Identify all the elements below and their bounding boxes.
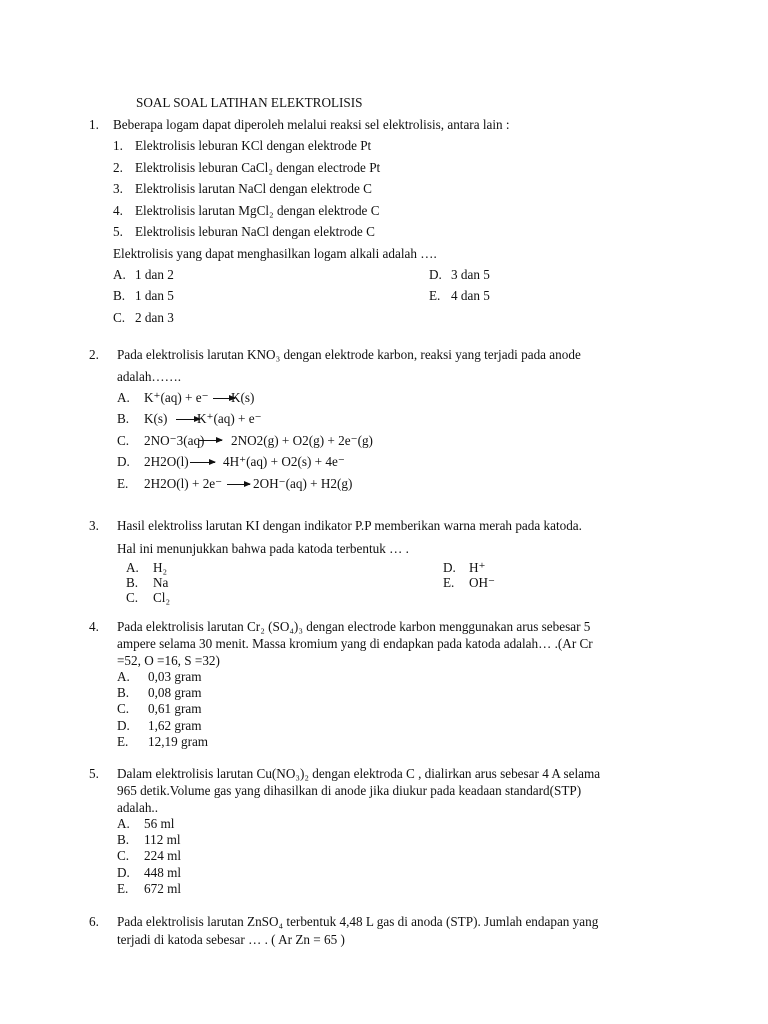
option-text: H⁺ (469, 560, 486, 575)
question-stem: =52, O =16, S =32) (117, 653, 220, 668)
option-text: 1,62 gram (148, 718, 202, 733)
option-label: E. (117, 476, 129, 491)
option-label: C. (126, 590, 139, 605)
question-number: 6. (89, 914, 99, 929)
option-label: B. (117, 832, 130, 847)
reaction-reactant: 2NO⁻3(aq) (144, 433, 205, 448)
option-label: D. (117, 454, 130, 469)
option-text: H₂ (153, 560, 168, 575)
question-number: 3. (89, 518, 99, 533)
reaction-product: K⁺(aq) + e⁻ (197, 411, 262, 426)
option-label: D. (443, 560, 456, 575)
question-number: 4. (89, 619, 99, 634)
option-text: 12,19 gram (148, 734, 209, 749)
option-text: 3 dan 5 (451, 267, 490, 282)
list-item: Elektrolisis leburan KCl dengan elektrode Pt (135, 138, 372, 153)
option-text: 0,03 gram (148, 669, 202, 684)
option-text: 672 ml (144, 881, 181, 896)
question-prompt: Elektrolisis yang dapat menghasilkan logam alkali adalah …. (113, 246, 437, 261)
option-text: 2 dan 3 (135, 310, 174, 325)
option-text: 4 dan 5 (451, 288, 490, 303)
option-text: 56 ml (144, 816, 175, 831)
question-stem: Hasil elektroliss larutan KI dengan indikator P.P memberikan warna merah pada katoda. (117, 518, 582, 533)
option-text: 448 ml (144, 865, 181, 880)
option-label: D. (117, 865, 130, 880)
question-stem: terjadi di katoda sebesar … . ( Ar Zn = 65 ) (117, 932, 345, 947)
option-label: D. (429, 267, 442, 282)
option-text: 224 ml (144, 848, 181, 863)
option-label: B. (117, 685, 130, 700)
option-label: C. (117, 701, 130, 716)
question-stem: Pada elektrolisis larutan ZnSO₄ terbentuk 4,48 L gas di anoda (STP). Jumlah endapan yang (117, 914, 599, 929)
option-text: 0,61 gram (148, 701, 202, 716)
list-item-number: 2. (113, 160, 123, 175)
option-text: 1 dan 2 (135, 267, 174, 282)
reaction-reactant: 2H2O(l) + 2e⁻ (144, 476, 223, 491)
reaction-reactant: 2H2O(l) (144, 454, 189, 469)
list-item: Elektrolisis larutan MgCl₂ dengan elektrode C (135, 203, 380, 218)
question-stem: Beberapa logam dapat diperoleh melalui reaksi sel elektrolisis, antara lain : (113, 117, 510, 132)
option-label: C. (117, 848, 130, 863)
option-text: 112 ml (144, 832, 181, 847)
option-text: 1 dan 5 (135, 288, 174, 303)
question-stem: Pada elektrolisis larutan KNO₃ dengan elektrode karbon, reaksi yang terjadi pada anode (117, 347, 581, 362)
option-label: A. (113, 267, 126, 282)
option-label: E. (117, 734, 129, 749)
list-item-number: 3. (113, 181, 123, 196)
option-label: A. (126, 560, 139, 575)
question-stem: 965 detik.Volume gas yang dihasilkan di anode jika diukur pada keadaan standard(STP) (117, 783, 582, 798)
option-label: A. (117, 390, 130, 405)
reaction-product: 4H⁺(aq) + O2(s) + 4e⁻ (223, 454, 345, 469)
option-label: E. (443, 575, 455, 590)
reaction-product: 2OH⁻(aq) + H2(g) (253, 476, 353, 491)
option-label: B. (113, 288, 126, 303)
list-item: Elektrolisis larutan NaCl dengan elektrode C (135, 181, 372, 196)
list-item-number: 4. (113, 203, 123, 218)
list-item: Elektrolisis leburan CaCl₂ dengan electrode Pt (135, 160, 381, 175)
option-label: E. (429, 288, 441, 303)
reaction-product: 2NO2(g) + O2(g) + 2e⁻(g) (231, 433, 373, 448)
option-text: OH⁻ (469, 575, 496, 590)
option-text: Cl₂ (153, 590, 171, 605)
option-label: E. (117, 881, 129, 896)
reaction-product: K(s) (231, 390, 255, 405)
question-number: 1. (89, 117, 99, 132)
question-stem: Hal ini menunjukkan bahwa pada katoda terbentuk … . (117, 541, 409, 556)
list-item-number: 1. (113, 138, 123, 153)
arrow-icon (227, 484, 250, 485)
list-item: Elektrolisis leburan NaCl dengan elektrode C (135, 224, 375, 239)
question-stem: ampere selama 30 menit. Massa kromium yang di endapkan pada katoda adalah… .(Ar Cr (117, 636, 593, 651)
option-label: A. (117, 669, 130, 684)
question-stem: adalah.. (117, 800, 159, 815)
arrow-icon (199, 440, 222, 441)
option-text: Na (153, 575, 169, 590)
page-title: SOAL SOAL LATIHAN ELEKTROLISIS (136, 95, 363, 110)
option-label: B. (117, 411, 130, 426)
option-label: D. (117, 718, 130, 733)
question-stem: Dalam elektrolisis larutan Cu(NO₃)₂ dengan elektroda C , dialirkan arus sebesar 4 A selama (117, 766, 601, 781)
question-stem: Pada elektrolisis larutan Cr₂ (SO₄)₃ dengan electrode karbon menggunakan arus sebesar 5 (117, 619, 591, 634)
question-number: 5. (89, 766, 99, 781)
option-label: C. (113, 310, 126, 325)
reaction-reactant: K⁺(aq) + e⁻ (144, 390, 209, 405)
option-text: 0,08 gram (148, 685, 202, 700)
list-item-number: 5. (113, 224, 123, 239)
option-label: C. (117, 433, 130, 448)
option-label: B. (126, 575, 139, 590)
question-stem: adalah……. (117, 369, 182, 384)
option-label: A. (117, 816, 130, 831)
question-number: 2. (89, 347, 99, 362)
arrow-icon (190, 462, 215, 463)
reaction-reactant: K(s) (144, 411, 168, 426)
